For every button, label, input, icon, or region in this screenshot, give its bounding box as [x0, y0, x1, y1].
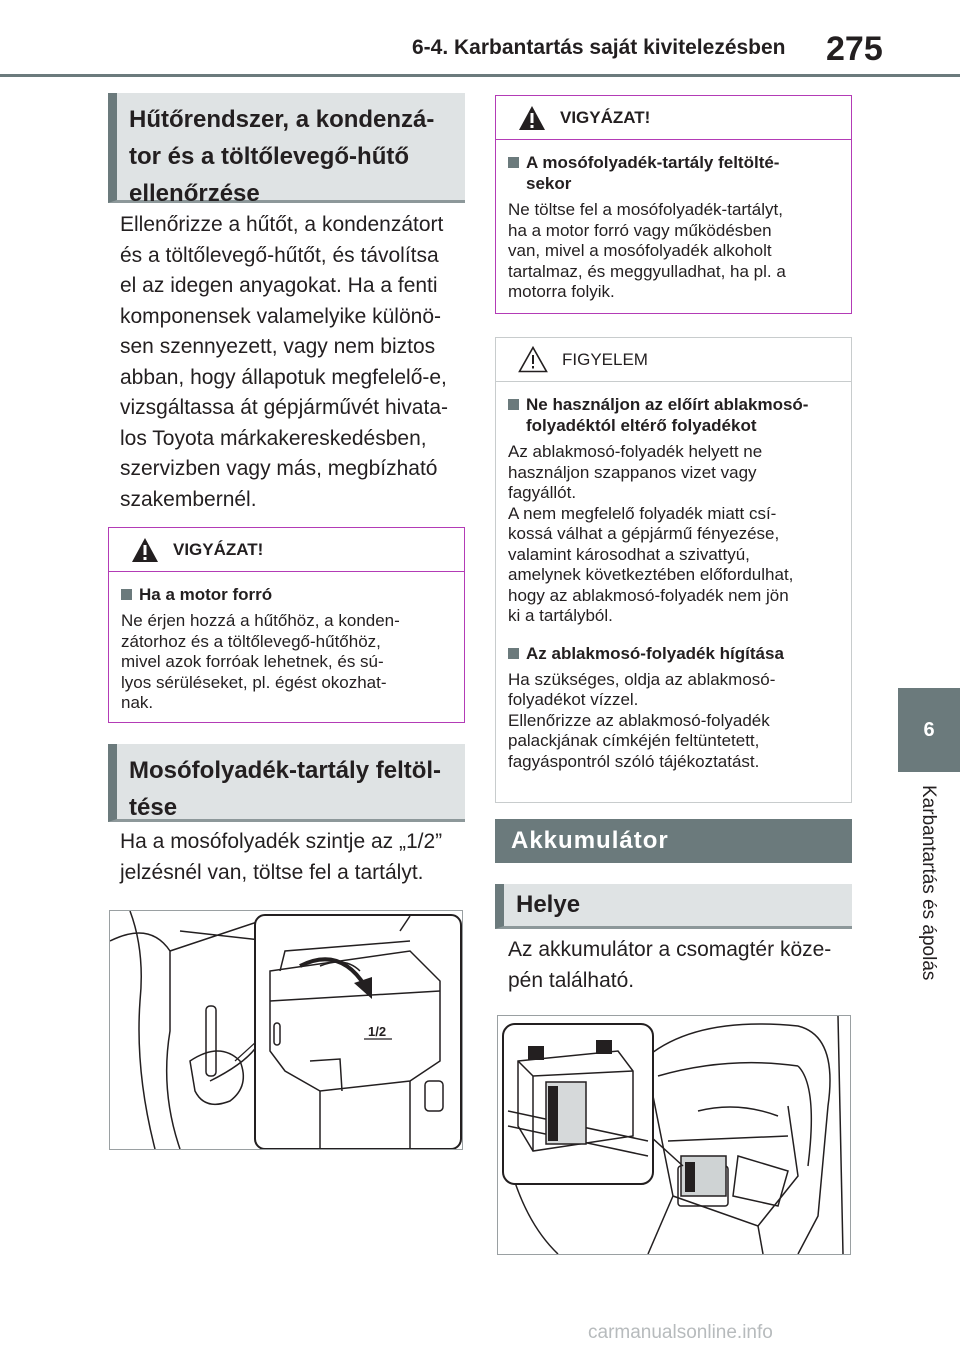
- text-line: komponensek valamelyike különö-: [120, 304, 441, 328]
- watermark: carmanualsonline.info: [588, 1322, 773, 1343]
- text-line: ki a tartályból.: [508, 606, 613, 625]
- chapter-number: 6: [923, 718, 935, 741]
- subtitle-line: folyadéktól eltérő folyadékot: [526, 416, 757, 435]
- text-line: zátorhoz és a töltőlevegő-hűtőhöz,: [121, 631, 381, 651]
- figure-level-label: 1/2: [368, 1024, 387, 1039]
- text-line: Az akkumulátor a csomagtér köze-: [508, 938, 832, 961]
- text-line: el az idegen anyagokat. Ha a fenti: [120, 274, 438, 297]
- location-paragraph: [508, 935, 853, 996]
- text-line: kossá válhat a gépjármű fényezése,: [508, 524, 780, 543]
- text-line: A nem megfelelő folyadék miatt csí-: [508, 503, 777, 523]
- warning-header: [496, 96, 851, 140]
- subtitle-text: [526, 152, 779, 194]
- text-line: fagyáspontról szóló tájékoztatást.: [508, 751, 760, 771]
- heading-washer-fluid: [108, 744, 465, 822]
- warning-box-hot-engine: [108, 527, 465, 723]
- text-line: folyadékot vízzel.: [508, 690, 639, 709]
- notice-box-washer-fluid: [495, 337, 852, 803]
- text-line: Ne érjen hozzá a hűtőhöz, a konden-: [121, 611, 400, 630]
- subtitle-text: Az ablakmosó-folyadék hígítása: [526, 643, 784, 663]
- text-line: motorra folyik.: [508, 282, 615, 301]
- heading-battery: Akkumulátor: [495, 819, 852, 863]
- text-line: fagyállót.: [508, 483, 577, 502]
- text-line: használjon szappanos vizet vagy: [508, 462, 757, 482]
- text-line: amelynek következtében előfordulhat,: [508, 565, 794, 584]
- heading-line: tése: [129, 794, 178, 821]
- bullet-square-icon: [508, 399, 519, 410]
- notice-subtitle: [508, 643, 841, 664]
- washer-tank-illustration: [110, 911, 462, 1149]
- text-line: mivel azok forróak lehetnek, és sú-: [121, 652, 384, 671]
- washer-paragraph: [120, 827, 465, 888]
- chapter-title-vertical: [900, 785, 956, 1025]
- text-line: vizsgáltassa át gépjárművét hivata-: [120, 396, 448, 419]
- text-line: palackjának címkéjén feltüntetett,: [508, 731, 760, 750]
- text-line: ha a motor forró vagy működésben: [508, 220, 772, 240]
- text-line: Ne töltse fel a mosófolyadék-tartályt,: [508, 200, 783, 219]
- heading-cooling-system: [108, 93, 465, 207]
- bullet-square-icon: [508, 157, 519, 168]
- warning-text: [508, 200, 841, 303]
- text-line: valamint károsodhat a szivattyú,: [508, 544, 750, 564]
- washer-tank-figure: [109, 910, 463, 1150]
- text-line: nak.: [121, 693, 154, 712]
- notice-header: [496, 338, 851, 382]
- warning-title: VIGYÁZAT!: [173, 539, 264, 559]
- chapter-tab[interactable]: [898, 688, 960, 772]
- subtitle-line: A mosófolyadék-tartály feltölté-: [526, 153, 780, 172]
- chapter-title: Karbantartás és ápolás: [918, 785, 939, 981]
- heading-line: Mosófolyadék-tartály feltöl-: [129, 757, 442, 784]
- subtitle-line: sekor: [526, 174, 572, 193]
- battery-location-figure: [497, 1015, 851, 1255]
- text-line: hogy az ablakmosó-folyadék nem jön: [508, 585, 789, 605]
- bullet-square-icon: [508, 648, 519, 659]
- notice-text: [508, 670, 841, 773]
- heading-line: ellenőrzése: [129, 180, 260, 207]
- text-line: szakembernél.: [120, 487, 257, 511]
- warning-triangle-icon: [518, 105, 546, 131]
- text-line: sen szennyezett, vagy nem biztos: [120, 335, 436, 358]
- heading-location: Helye: [495, 884, 852, 929]
- warning-text: [121, 611, 454, 714]
- text-line: los Toyota márkakereskedésben,: [120, 426, 427, 450]
- warning-header: [109, 528, 464, 572]
- warning-box-washer-refill: [495, 95, 852, 314]
- notice-subtitle: [508, 394, 841, 436]
- text-line: tartalmaz, és meggyulladhat, ha pl. a: [508, 261, 786, 281]
- text-line: szervizben vagy más, megbízható: [120, 457, 438, 480]
- subtitle-line: Ne használjon az előírt ablakmosó-: [526, 395, 809, 414]
- text-line: jelzésnél van, töltse fel a tartályt.: [120, 860, 424, 884]
- caution-outline-triangle-icon: [518, 346, 548, 373]
- text-line: pén található.: [508, 968, 635, 992]
- warning-subtitle: [508, 152, 841, 194]
- page-number: 275: [826, 30, 883, 68]
- text-line: Az ablakmosó-folyadék helyett ne: [508, 442, 763, 461]
- trunk-battery-illustration: [498, 1016, 850, 1254]
- text-line: Ellenőrizze a hűtőt, a kondenzátort: [120, 213, 444, 236]
- warning-subtitle: [121, 584, 454, 605]
- heading-line: Hűtőrendszer, a kondenzá-: [129, 106, 435, 133]
- subtitle-text: [526, 394, 808, 436]
- text-line: Ha a mosófolyadék szintje az „1/2”: [120, 830, 443, 853]
- warning-title: VIGYÁZAT!: [560, 107, 651, 127]
- header-rule: [0, 74, 960, 77]
- cooling-paragraph: [120, 210, 465, 515]
- heading-line: tor és a töltőlevegő-hűtő: [129, 143, 410, 170]
- text-line: lyos sérüléseket, pl. égést okozhat-: [121, 672, 387, 692]
- text-line: abban, hogy állapotuk megfelelő-e,: [120, 365, 447, 389]
- text-line: és a töltőlevegő-hűtőt, és távolítsa: [120, 243, 439, 267]
- notice-text: [508, 442, 841, 627]
- warning-triangle-icon: [131, 537, 159, 563]
- subtitle-text: Ha a motor forró: [139, 585, 273, 604]
- bullet-square-icon: [121, 589, 132, 600]
- header-section-title: 6-4. Karbantartás saját kivitelezésben: [412, 36, 786, 59]
- text-line: Ha szükséges, oldja az ablakmosó-: [508, 669, 776, 689]
- text-line: Ellenőrizze az ablakmosó-folyadék: [508, 710, 770, 730]
- text-line: van, mivel a mosófolyadék alkoholt: [508, 241, 772, 260]
- notice-title: FIGYELEM: [562, 349, 648, 369]
